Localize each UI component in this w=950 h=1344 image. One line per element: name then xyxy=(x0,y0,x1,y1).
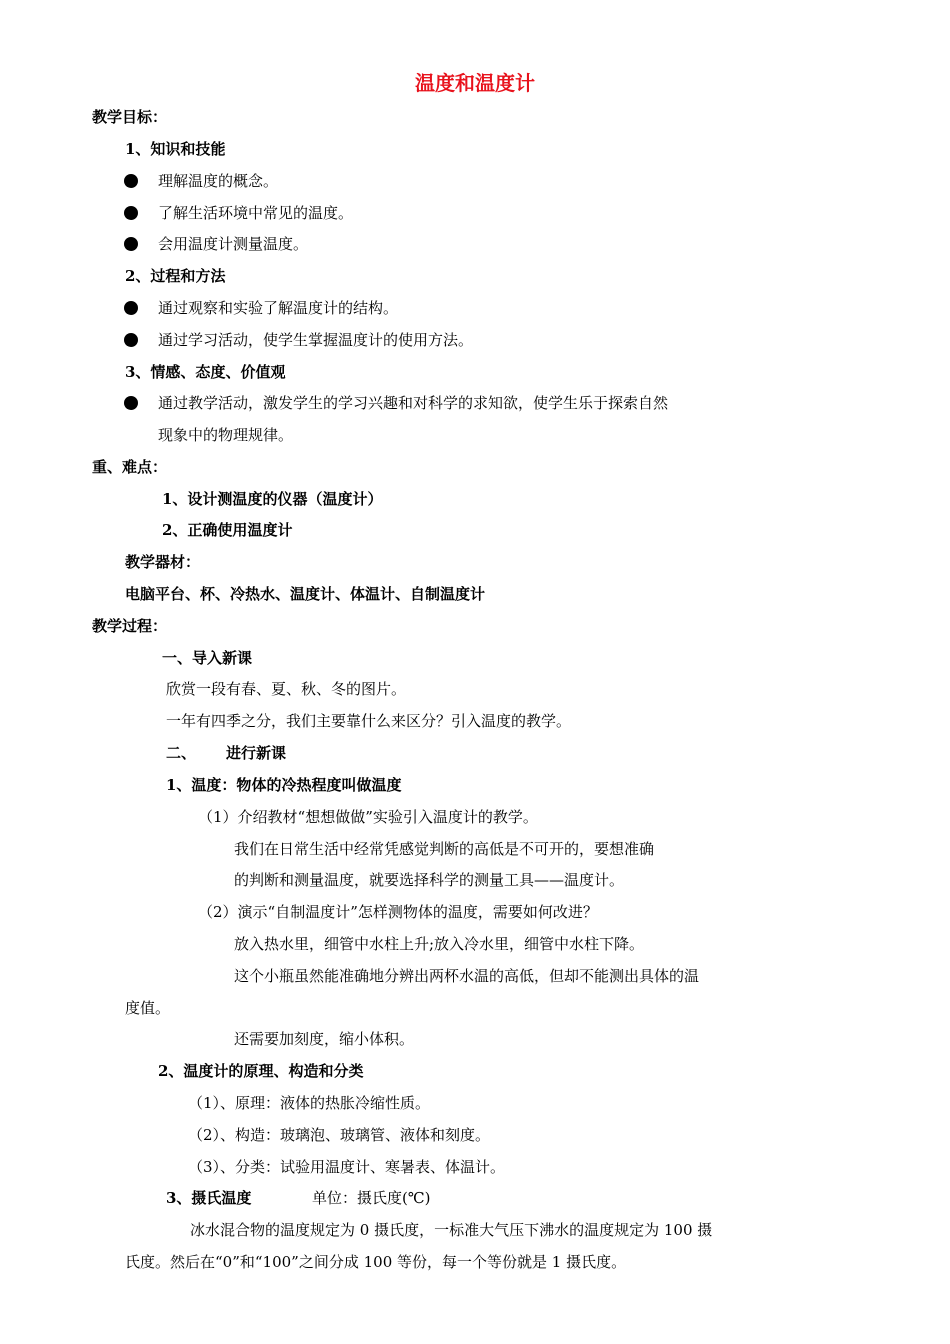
equipment-text: 电脑平台、杯、冷热水、温度计、体温计、自制温度计 xyxy=(125,585,486,603)
paragraph-line: 放入热水里，细管中水柱上升;放入冷水里，细管中水柱下降。 xyxy=(234,935,645,953)
key-points-heading: 重、难点： xyxy=(92,458,168,476)
list-item: 会用温度计测量温度。 xyxy=(158,235,309,253)
bullet-icon xyxy=(124,301,138,315)
key-point-item: 1、设计测温度的仪器（温度计） xyxy=(162,490,383,508)
list-item: （1）、原理：液体的热胀冷缩性质。 xyxy=(188,1094,431,1112)
process-heading: 教学过程： xyxy=(92,617,168,635)
part1-heading: 一、导入新课 xyxy=(162,649,253,667)
list-item-continuation: 现象中的物理规律。 xyxy=(158,426,294,444)
section1-heading: 1、知识和技能 xyxy=(125,140,226,158)
bullet-icon xyxy=(124,396,138,410)
unit-text: 单位：摄氏度(℃) xyxy=(312,1189,431,1207)
bullet-icon xyxy=(124,174,138,188)
part2-number: 二、 xyxy=(166,744,197,762)
topic3-heading: 3、摄氏温度 xyxy=(166,1189,252,1207)
equipment-heading: 教学器材： xyxy=(125,553,201,571)
paragraph-line: 欣赏一段有春、夏、秋、冬的图片。 xyxy=(166,680,407,698)
paragraph-line: （2）演示“自制温度计”怎样测物体的温度，需要如何改进？ xyxy=(198,903,598,921)
topic1-heading: 1、温度：物体的冷热程度叫做温度 xyxy=(166,776,402,794)
part2-heading: 进行新课 xyxy=(226,744,287,762)
section3-heading: 3、情感、态度、价值观 xyxy=(125,363,286,381)
list-item: 通过教学活动，激发学生的学习兴趣和对科学的求知欲，使学生乐于探索自然 xyxy=(158,394,669,412)
list-item: 通过学习活动，使学生掌握温度计的使用方法。 xyxy=(158,331,474,349)
list-item: （2）、构造：玻璃泡、玻璃管、液体和刻度。 xyxy=(188,1126,491,1144)
topic2-heading: 2、温度计的原理、构造和分类 xyxy=(158,1062,364,1080)
key-point-item: 2、正确使用温度计 xyxy=(162,521,293,539)
section2-heading: 2、过程和方法 xyxy=(125,267,226,285)
paragraph-line: 冰水混合物的温度规定为 0 摄氏度，一标准大气压下沸水的温度规定为 100 摄 xyxy=(190,1221,713,1239)
bullet-icon xyxy=(124,333,138,347)
paragraph-line: 的判断和测量温度，就要选择科学的测量工具——温度计。 xyxy=(234,871,625,889)
goals-heading: 教学目标： xyxy=(92,108,168,126)
list-item: （3）、分类：试验用温度计、寒暑表、体温计。 xyxy=(188,1158,506,1176)
list-item: 通过观察和实验了解温度计的结构。 xyxy=(158,299,399,317)
bullet-icon xyxy=(124,206,138,220)
paragraph-line: 我们在日常生活中经常凭感觉判断的高低是不可开的，要想准确 xyxy=(234,840,655,858)
paragraph-line: 氏度。然后在“0”和“100”之间分成 100 等份，每一个等份就是 1 摄氏度。 xyxy=(125,1253,627,1271)
paragraph-line: 这个小瓶虽然能准确地分辨出两杯水温的高低，但却不能测出具体的温 xyxy=(234,967,700,985)
list-item: 理解温度的概念。 xyxy=(158,172,279,190)
paragraph-line: 度值。 xyxy=(125,999,171,1017)
paragraph-line: 一年有四季之分，我们主要靠什么来区分？引入温度的教学。 xyxy=(166,712,572,730)
list-item: 了解生活环境中常见的温度。 xyxy=(158,204,354,222)
document-title: 温度和温度计 xyxy=(415,71,535,95)
bullet-icon xyxy=(124,237,138,251)
paragraph-line: 还需要加刻度，缩小体积。 xyxy=(234,1030,415,1048)
paragraph-line: （1）介绍教材“想想做做”实验引入温度计的教学。 xyxy=(198,808,538,826)
